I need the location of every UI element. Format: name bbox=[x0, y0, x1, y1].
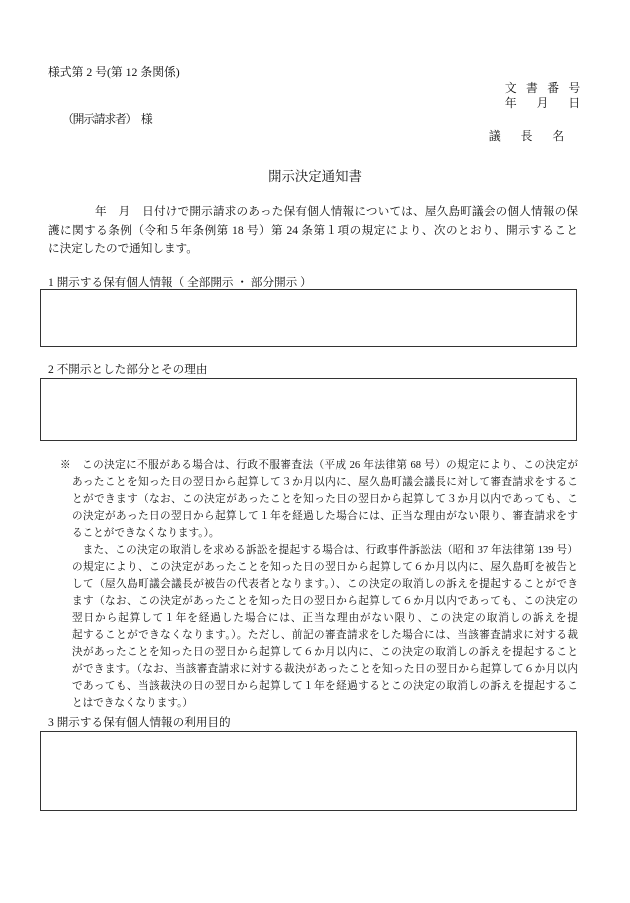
section-1-heading: 1 開示する保有個人情報（ 全部開示 ・ 部分開示 ） bbox=[48, 276, 312, 289]
note-line: 決があったことを知った日の翌日から起算して６か月以内に、この決定の取消しの訴えを提起すること bbox=[72, 647, 578, 658]
note-line: あったことを知った日の翌日から起算して３か月以内に、屋久島町議会議長に対して審査請求をするこ bbox=[72, 477, 578, 488]
form-number: 様式第 2 号(第 12 条関係) bbox=[48, 65, 180, 79]
note-line: の規定により、この決定があったことを知った日の翌日から起算して６か月以内に、屋久島町を被告と bbox=[72, 562, 578, 573]
note-line: であっても、当該裁決の日の翌日から起算して１年を経過するとこの決定の取消しの訴えを提起するこ bbox=[72, 681, 578, 692]
document-title: 開示決定通知書 bbox=[268, 169, 362, 184]
note-line: ます（なお、この決定があったことを知った日の翌日から起算して６か月以内であっても、この決定の bbox=[72, 596, 578, 607]
intro-line: 年 月 日付けで開示請求のあった保有個人情報については、屋久島町議会の個人情報の保 bbox=[95, 205, 578, 218]
note-line: ※ この決定に不服がある場合は、行政不服審査法（平成 26 年法律第 68 号）の規定により、この決定が bbox=[60, 460, 578, 471]
date-label: 年 月 日 bbox=[504, 96, 579, 110]
note-line: また、この決定の取消しを求める訴訟を提起する場合は、行政事件訴訟法（昭和 37 年法律第 139 号） bbox=[82, 545, 578, 556]
note-line: 起することができなくなります。）。ただし、前記の審査請求をした場合には、当該審査請求に対する裁 bbox=[72, 630, 578, 641]
section-3-box bbox=[40, 731, 577, 811]
note-line: とはできなくなります。） bbox=[72, 698, 193, 709]
appeal-notes bbox=[60, 457, 578, 712]
section-3-heading: 3 開示する保有個人情報の利用目的 bbox=[48, 716, 231, 729]
note-line: ることができなくなります。）。 bbox=[72, 528, 220, 539]
requester-label: （開示請求者） 様 bbox=[62, 112, 152, 126]
section-2-heading: 2 不開示とした部分とその理由 bbox=[48, 363, 208, 376]
note-line: ができます。（なお、当該審査請求に対する裁決があったことを知った日の翌日から起算して６か月以内 bbox=[72, 664, 578, 675]
note-line: の決定があった日の翌日から起算して１年を経過した場合には、正当な理由がない限り、審査請求をす bbox=[72, 511, 578, 522]
intro-paragraph bbox=[48, 203, 578, 259]
chairperson-name-label: 議 長 名 bbox=[488, 129, 563, 143]
section-2-box bbox=[40, 378, 577, 441]
document-number-label: 文 書 番 号 bbox=[504, 81, 579, 95]
intro-line: 護に関する条例（令和５年条例第 18 号）第 24 条第１項の規定により、次のとおり、開示すること bbox=[48, 223, 578, 237]
section-1-box bbox=[40, 289, 577, 347]
note-line: して（屋久島町議会議長が被告の代表者となります。）、この決定の取消しの訴えを提起することができ bbox=[72, 579, 578, 590]
note-line: とができます（なお、この決定があったことを知った日の翌日から起算して３か月以内であっても、こ bbox=[72, 494, 578, 505]
intro-line: に決定したので通知します。 bbox=[48, 242, 198, 255]
note-line: 翌日から起算して１年を経過した場合には、正当な理由がない限り、この決定の取消しの訴えを提 bbox=[72, 613, 578, 624]
